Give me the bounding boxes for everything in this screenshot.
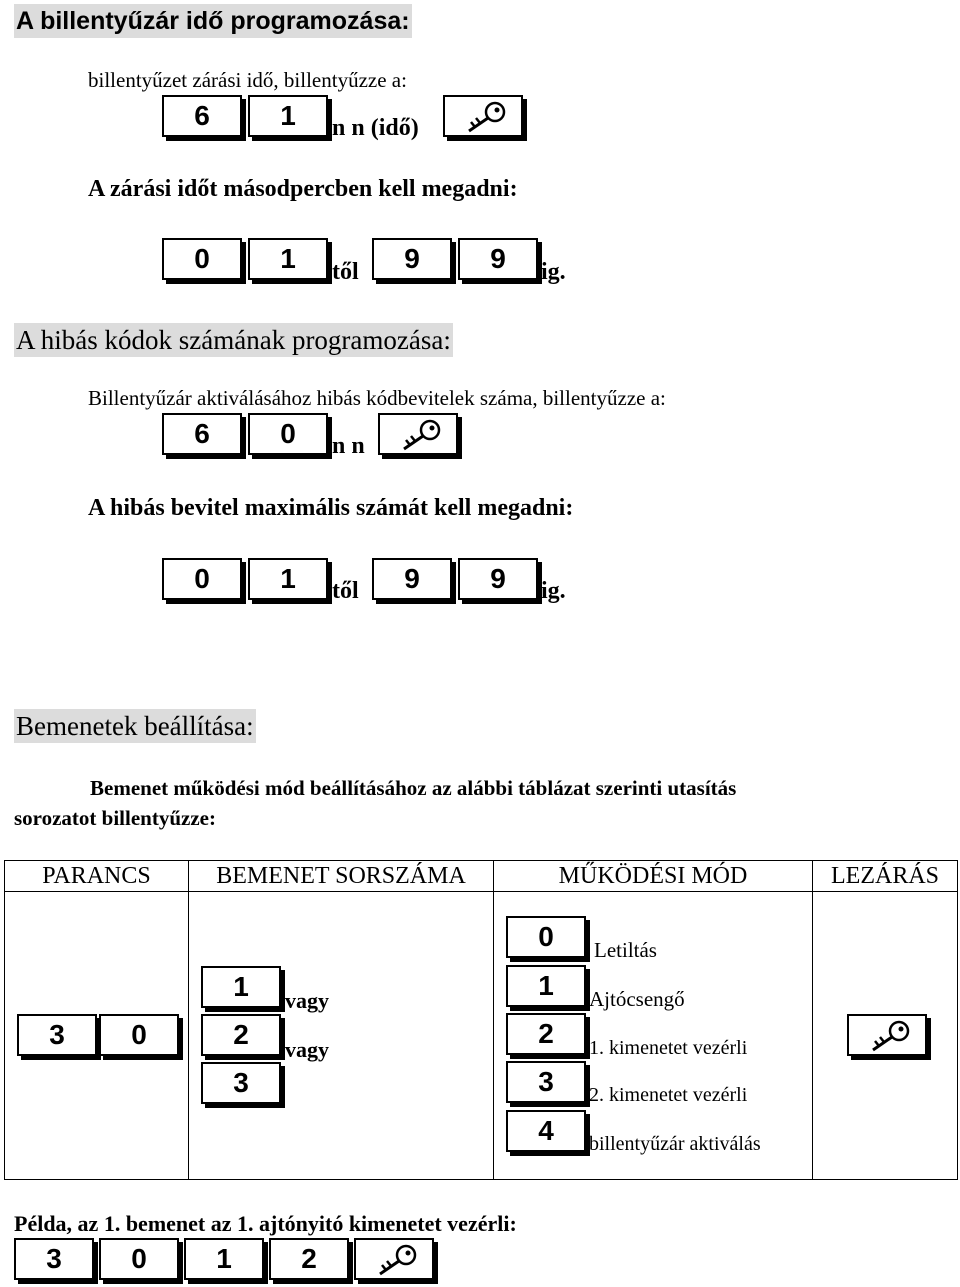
key-2: 2: [201, 1014, 281, 1056]
key-6: 6: [162, 413, 242, 455]
input-settings-table: [4, 860, 958, 1180]
key-1: 1: [248, 95, 328, 137]
header-command: PARANCS: [5, 861, 189, 892]
or-word: vagy: [285, 1037, 329, 1062]
time-placeholder: n n (idő): [332, 115, 419, 141]
key-3: 3: [14, 1238, 94, 1280]
key-2: 2: [269, 1238, 349, 1280]
table-row: [5, 892, 958, 1180]
key-1: 1: [201, 966, 281, 1008]
key-icon: [390, 417, 446, 451]
key-0: 0: [506, 916, 586, 958]
enter-key: [354, 1238, 434, 1280]
header-input-number: BEMENET SORSZÁMA: [189, 861, 494, 892]
bad-codes-instruction: Billentyűzár aktiválásához hibás kódbevitelek száma, billentyűzze a:: [88, 386, 666, 410]
or-word: vagy: [285, 988, 329, 1013]
table-header-row: [5, 861, 958, 892]
enter-key: [443, 95, 523, 137]
key-0: 0: [162, 238, 242, 280]
from-word: től: [332, 578, 359, 604]
key-6: 6: [162, 95, 242, 137]
input-number-cell: [189, 892, 494, 1180]
unit-note: A zárási időt másodpercben kell megadni:: [88, 176, 518, 202]
key-2: 2: [506, 1013, 586, 1055]
header-operating-mode: MŰKÖDÉSI MÓD: [494, 861, 813, 892]
key-3: 3: [17, 1014, 97, 1056]
key-0: 0: [99, 1014, 179, 1056]
mode-cell: [494, 892, 813, 1180]
enter-key: [378, 413, 458, 455]
inputs-intro-line2: sorozatot billentyűzze:: [14, 806, 216, 830]
inputs-intro-line1: Bemenet működési mód beállításához az alábbi táblázat szerinti utasítás: [90, 776, 737, 800]
section-title-inputs: Bemenetek beállítása:: [16, 711, 254, 741]
mode-label: 2. kimenetet vezérli: [589, 1084, 748, 1106]
key-icon: [455, 99, 511, 133]
key-1: 1: [248, 238, 328, 280]
key-0: 0: [99, 1238, 179, 1280]
mode-label: billentyűzár aktiválás: [589, 1133, 761, 1155]
key-3: 3: [201, 1062, 281, 1104]
mode-label: 1. kimenetet vezérli: [589, 1037, 748, 1059]
enter-key: [847, 1014, 927, 1056]
close-cell: [813, 892, 958, 1180]
key-0: 0: [248, 413, 328, 455]
example-text: Példa, az 1. bemenet az 1. ajtónyitó kimenetet vezérli:: [14, 1211, 517, 1236]
to-word: ig.: [541, 259, 566, 285]
key-1: 1: [248, 558, 328, 600]
key-4: 4: [506, 1110, 586, 1152]
mode-label: Ajtócsengő: [589, 987, 685, 1011]
key-9: 9: [372, 238, 452, 280]
key-9: 9: [458, 558, 538, 600]
key-0: 0: [162, 558, 242, 600]
from-word: től: [332, 259, 359, 285]
key-9: 9: [458, 238, 538, 280]
count-placeholder: n n: [332, 433, 365, 459]
key-icon: [366, 1242, 422, 1276]
to-word: ig.: [541, 578, 566, 604]
max-note: A hibás bevitel maximális számát kell megadni:: [88, 495, 574, 521]
key-9: 9: [372, 558, 452, 600]
key-1: 1: [506, 965, 586, 1007]
key-1: 1: [184, 1238, 264, 1280]
key-icon: [859, 1018, 915, 1052]
key-3: 3: [506, 1061, 586, 1103]
lock-time-instruction: billentyűzet zárási idő, billentyűzze a:: [88, 68, 407, 92]
command-cell: [5, 892, 189, 1180]
mode-label: Letiltás: [594, 938, 657, 962]
section-title-lock-time: A billentyűzár idő programozása:: [14, 4, 412, 38]
section-title-bad-codes: A hibás kódok számának programozása:: [16, 325, 451, 355]
header-close: LEZÁRÁS: [813, 861, 958, 892]
